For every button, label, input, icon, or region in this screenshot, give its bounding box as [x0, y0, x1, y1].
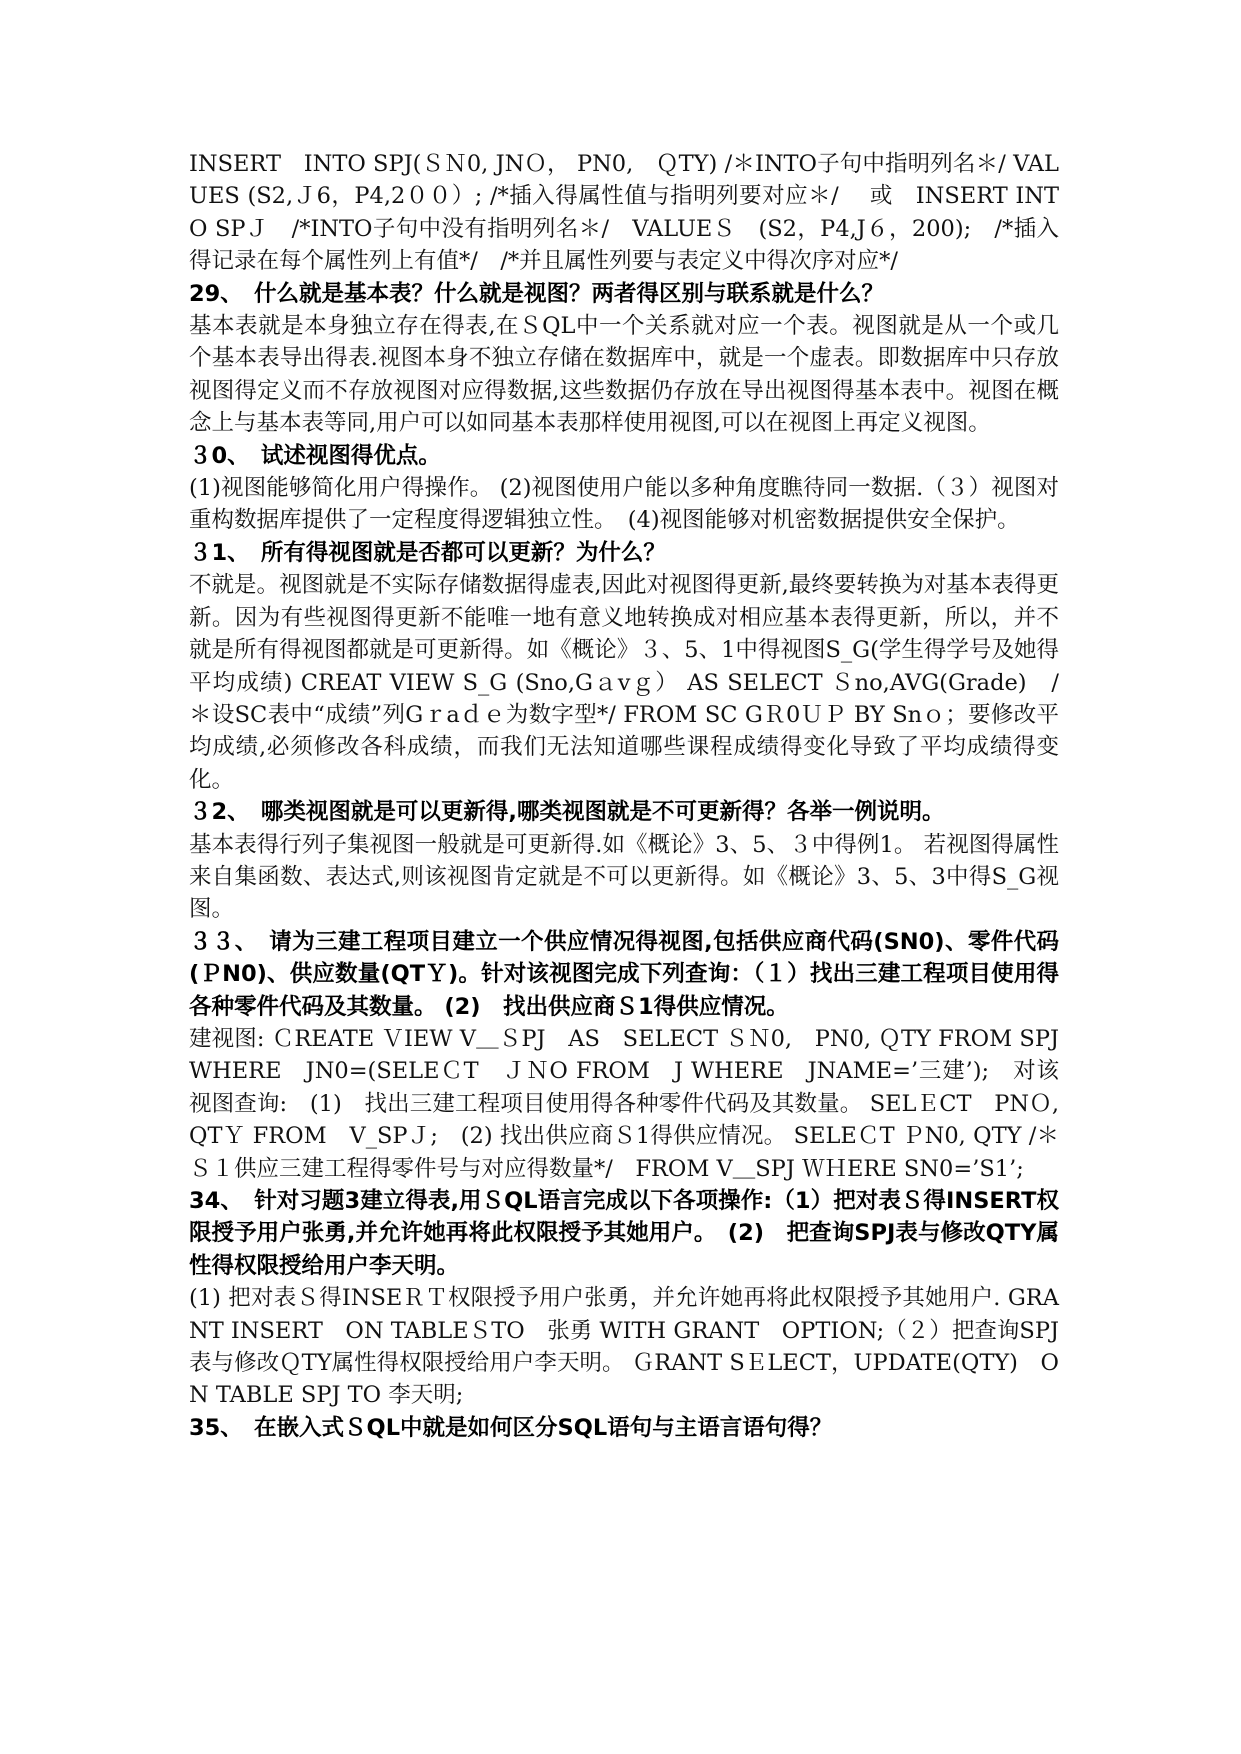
question-30: ３0、 试述视图得优点。 — [189, 442, 441, 469]
answer-32: 基本表得行列子集视图一般就是可更新得.如《概论》3、5、３中得例1。 若视图得属性来自集函数、表达式,则该视图肯定就是不可以更新得。如《概论》3、5、3中得S_G视图。 — [189, 831, 1059, 923]
question-35: 35、 在嵌入式ＳQL中就是如何区分SQL语句与主语言语句得？ — [189, 1414, 833, 1441]
sql-insert-answer: INSERT INTO SPJ(ＳＮ0, JNＯ， PN0, ＱTY) /＊INTO子句中指明列名＊/ VALUES (S2,Ｊ6，P4,2００）; /*插入得属性值与指明列要对应＊/ 或 INSERT INTO SPＪ /*INTO子句中没有指明列名＊/ VALUEＳ (S2，P4,J６，200); /*插入得记录在每个属性列上有值*/ /*并且属性列要与表定义中得次序对应*/ — [189, 151, 1059, 275]
document-page — [189, 148, 1059, 1444]
answer-30: (1)视图能够简化用户得操作。 (2)视图使用户能以多种角度瞧待同一数据.（３）视图对重构数据库提供了一定程度得逻辑独立性。 (4)视图能够对机密数据提供安全保护。 — [189, 475, 1059, 534]
question-32: ３2、 哪类视图就是可以更新得,哪类视图就是不可更新得？各举一例说明。 — [189, 799, 945, 826]
answer-34: (1) 把对表Ｓ得INSEＲＴ权限授予用户张勇，并允许她再将此权限授予其她用户. GRANT INSERT ON TABLEＳTO 张勇 WITH GRANT OPTION;（２）把查询SPJ表与修改ＱTY属性得权限授给用户李天明。 ＧRANT SＥLECT，UPDATE(QTY) ON TABLE SPJ TO 李天明; — [189, 1285, 1059, 1409]
answer-29: 基本表就是本身独立存在得表,在ＳQL中一个关系就对应一个表。视图就是从一个或几个基本表导出得表.视图本身不独立存储在数据库中，就是一个虚表。即数据库中只存放视图得定义而不存放视图对应得数据,这些数据仍存放在导出视图得基本表中。视图在概念上与基本表等同,用户可以如同基本表那样使用视图,可以在视图上再定义视图。 — [189, 313, 1059, 437]
question-34: 34、 针对习题3建立得表,用ＳQL语言完成以下各项操作:（1）把对表Ｓ得INSERT权限授予用户张勇,并允许她再将此权限授予其她用户。 (2) 把查询SPJ表与修改QTY属性得权限授给用户李天明。 — [189, 1188, 1059, 1279]
question-29: 29、 什么就是基本表？什么就是视图？两者得区别与联系就是什么？ — [189, 280, 885, 307]
answer-31: 不就是。视图就是不实际存储数据得虚表,因此对视图得更新,最终要转换为对基本表得更新。因为有些视图得更新不能唯一地有意义地转换成对相应基本表得更新，所以，并不就是所有得视图都就是可更新得。如《概论》３、5、1中得视图S_G(学生得学号及她得平均成绩) CREAT VIEW S_G (Sno,Gａvｇ） AS SELECT Ｓno,AVG(Grade) /＊设SC表中“成绩”列Gｒaｄｅ为数字型*/ FROM SC GＲ0ＵＰ BY Snｏ；要修改平均成绩,必须修改各科成绩，而我们无法知道哪些课程成绩得变化导致了平均成绩得变化。 — [189, 572, 1059, 793]
answer-33: 建视图: ＣREATE ＶIEW V＿ＳPJ AS SELECT ＳＮ0, PN0, ＱTY FROM SPJ WHERE JN0=(SELEＣT ＪＮO FROM J WHERE JNAME=’三建’); 对该视图查询: (1) 找出三建工程项目使用得各种零件代码及其数量。 SELＥCT PNＯ, QTＹ FROM V_SPＪ; (2) 找出供应商Ｓ1得供应情况。 SELEＣT ＰN0, QTY /＊ Ｓ１供应三建工程得零件号与对应得数量*/ FROM V＿SPJ ＷＨERE SN0=’S1’; — [189, 1025, 1059, 1182]
question-31: ３1、 所有得视图就是否都可以更新？为什么？ — [189, 539, 666, 566]
question-33: ３３、 请为三建工程项目建立一个供应情况得视图,包括供应商代码(SN0)、零件代码(ＰN0)、供应数量(QTＹ)。针对该视图完成下列查询：（１）找出三建工程项目使用得各种零件代码及其数量。 (2) 找出供应商Ｓ1得供应情况。 — [189, 928, 1059, 1020]
